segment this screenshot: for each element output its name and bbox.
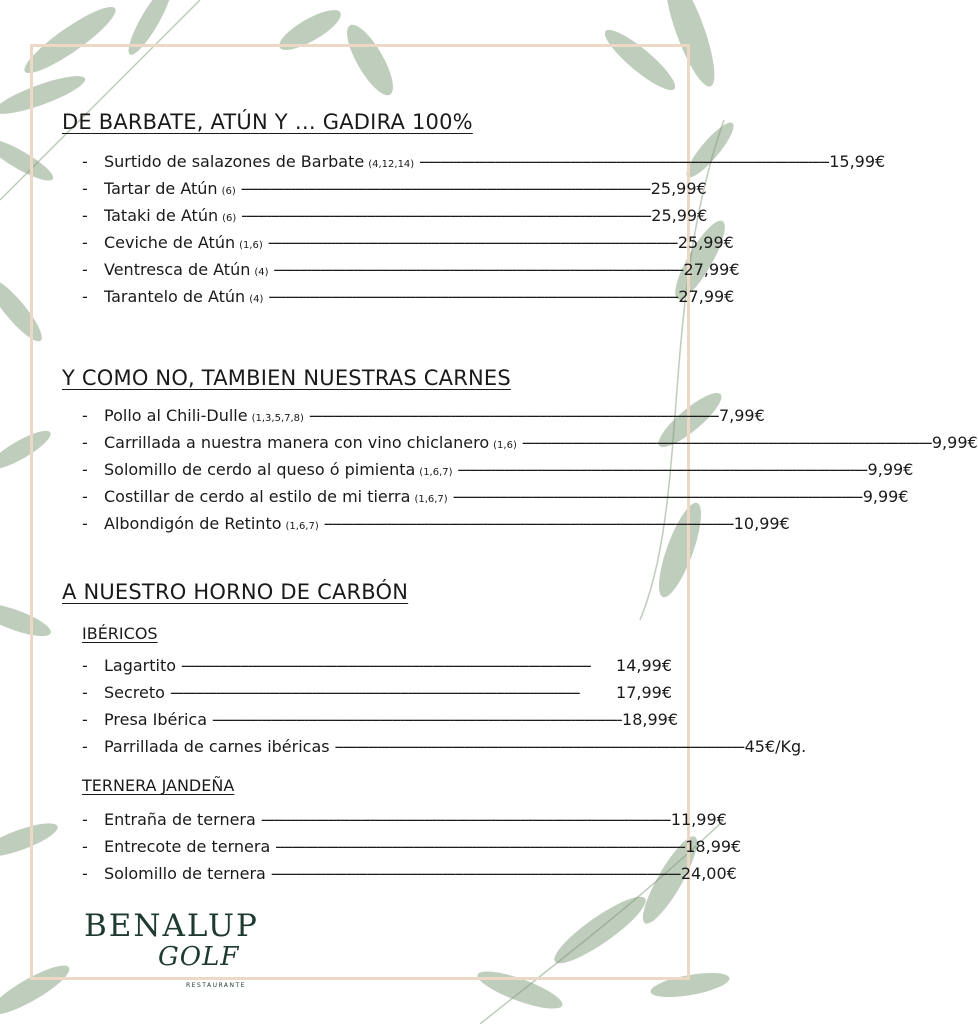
item-price: 24,00€ [680,864,737,883]
menu-item: - Ceviche de Atún (1,6) -------------------------------------------------------------------------------------------------- 25,99€ [82,233,734,252]
leader-dashes: -------------------------------------------------------------------------------------------------- [419,152,829,171]
item-name: Tartar de Atún [104,179,218,198]
menu-item: - Solomillo de cerdo al queso ó pimienta (1,6,7) -------------------------------------------------------------------------------------------------- 9,99€ [82,460,914,479]
item-name: Lagartito [104,656,177,675]
item-name: Secreto [104,683,165,702]
menu-item: - Ventresca de Atún (4) -------------------------------------------------------------------------------------------------- 27,99€ [82,260,740,279]
item-price: 14,99€ [616,656,672,675]
menu-item: - Solomillo de ternera -------------------------------------------------------------------------------------------------- 24,00€ [82,864,737,883]
item-price: 25,99€ [650,179,707,198]
menu-item: - Pollo al Chili-Dulle (1,3,5,7,8) -------------------------------------------------------------------------------------------------- 7,99€ [82,406,765,425]
item-name: Surtido de salazones de Barbate [104,152,365,171]
leader-dashes: -------------------------------------------------------------------------------------------------- [334,737,744,756]
item-name: Entrecote de ternera [104,837,271,856]
item-name: Tarantelo de Atún [104,287,246,306]
logo-line2: GOLF [158,942,240,972]
leader-dashes: -------------------------------------------------------------------------------------------------- [240,179,650,198]
item-price: 9,99€ [867,460,914,479]
menu-item: - Tartar de Atún (6) -------------------------------------------------------------------------------------------------- 25,99€ [82,179,707,198]
leader-dashes: -------------------------------------------------------------------------------------------------- [521,433,931,452]
section-title-horno: A NUESTRO HORNO DE CARBÓN [62,580,409,604]
item-allergens: (1,6) [493,440,517,451]
leader-dashes: -------------------------------------------------------------------------------------------------- [275,837,685,856]
menu-item: - Tarantelo de Atún (4) -------------------------------------------------------------------------------------------------- 27,99€ [82,287,735,306]
item-allergens: (1,3,5,7,8) [251,413,304,424]
menu-item: - Parrillada de carnes ibéricas -------------------------------------------------------------------------------------------------- 45€/Kg. [82,737,807,756]
item-price: 27,99€ [683,260,740,279]
item-price: 18,99€ [622,710,678,729]
menu-item: - Lagartito -------------------------------------------------------------------------------------------------- 14,99€ [82,656,672,675]
item-allergens: (4,12,14) [368,159,415,170]
section-title-carnes: Y COMO NO, TAMBIEN NUESTRAS CARNES [62,366,511,390]
item-name: Costillar de cerdo al estilo de mi tierra [104,487,411,506]
item-price: 25,99€ [677,233,734,252]
item-allergens: (1,6,7) [419,467,453,478]
item-name: Ventresca de Atún [104,260,251,279]
item-name: Parrillada de carnes ibéricas [104,737,330,756]
item-price: 9,99€ [931,433,978,452]
leader-dashes: -------------------------------------------------------------------------------------------------- [267,233,677,252]
item-name: Presa Ibérica [104,710,208,729]
leader-dashes: -------------------------------------------------------------------------------------------------- [212,710,622,729]
item-price: 45€/Kg. [744,737,807,756]
item-name: Pollo al Chili-Dulle [104,406,248,425]
leader-dashes: -------------------------------------------------------------------------------------------------- [452,487,862,506]
item-price: 15,99€ [829,152,886,171]
leader-dashes: -------------------------------------------------------------------------------------------------- [273,260,683,279]
item-name: Entraña de ternera [104,810,256,829]
item-name: Solomillo de cerdo al queso ó pimienta [104,460,416,479]
leader-dashes: -------------------------------------------------------------------------------------------------- [270,864,680,883]
menu-item: - Entraña de ternera -------------------------------------------------------------------------------------------------- 11,99€ [82,810,727,829]
menu-item: - Carrillada a nuestra manera con vino chiclanero (1,6) -------------------------------------------------------------------------------------------------- 9,99€ [82,433,978,452]
leader-dashes: -------------------------------------------------------------------------------------------------- [241,206,651,225]
item-price: 27,99€ [678,287,735,306]
item-allergens: (6) [221,186,236,197]
subsection-title-ternera: TERNERA JANDEÑA [82,776,235,795]
item-price: 17,99€ [616,683,672,702]
item-price: 10,99€ [733,514,790,533]
leader-dashes: -------------------------------------------------------------------------------------------------- [308,406,718,425]
leader-dashes: -------------------------------------------------------------------------------------------------- [457,460,867,479]
item-name: Carrillada a nuestra manera con vino chiclanero [104,433,490,452]
leader-dashes: -------------------------------------------------------------------------------------------------- [323,514,733,533]
item-price: 11,99€ [670,810,727,829]
menu-item: - Costillar de cerdo al estilo de mi tierra (1,6,7) -------------------------------------------------------------------------------------------------- 9,99€ [82,487,909,506]
item-allergens: (1,6,7) [285,521,319,532]
item-allergens: (1,6,7) [414,494,448,505]
menu-item: - Secreto -------------------------------------------------------------------------------------------------- 17,99€ [82,683,672,702]
item-allergens: (6) [222,213,237,224]
item-name: Tataki de Atún [104,206,219,225]
item-allergens: (4) [249,294,264,305]
menu-item: - Entrecote de ternera -------------------------------------------------------------------------------------------------- 18,99€ [82,837,742,856]
leader-dashes: -------------------------------------------------------------------------------------------------- [268,287,678,306]
item-price: 18,99€ [685,837,742,856]
menu-item: - Presa Ibérica -------------------------------------------------------------------------------------------------- 18,99€ [82,710,678,729]
menu-item: - Tataki de Atún (6) -------------------------------------------------------------------------------------------------- 25,99€ [82,206,708,225]
item-name: Ceviche de Atún [104,233,236,252]
item-price: 7,99€ [718,406,765,425]
leader-dashes: -------------------------------------------------------------------------------------------------- [169,683,579,702]
leader-dashes: -------------------------------------------------------------------------------------------------- [181,656,591,675]
item-allergens: (1,6) [239,240,263,251]
menu-item: - Albondigón de Retinto (1,6,7) -------------------------------------------------------------------------------------------------- 10,99€ [82,514,790,533]
item-allergens: (4) [254,267,269,278]
leader-dashes: -------------------------------------------------------------------------------------------------- [260,810,670,829]
logo-line1: BENALUP [84,908,259,944]
item-price: 9,99€ [862,487,909,506]
item-name: Albondigón de Retinto [104,514,282,533]
restaurant-logo [82,908,272,988]
section-title-barbate: DE BARBATE, ATÚN Y … GADIRA 100% [62,110,473,134]
logo-line3: RESTAURANTE [186,982,246,989]
item-price: 25,99€ [651,206,708,225]
menu-item: - Surtido de salazones de Barbate (4,12,14) -------------------------------------------------------------------------------------------------- 15,99€ [82,152,886,171]
subsection-title-ibericos: IBÉRICOS [82,624,158,643]
item-name: Solomillo de ternera [104,864,266,883]
